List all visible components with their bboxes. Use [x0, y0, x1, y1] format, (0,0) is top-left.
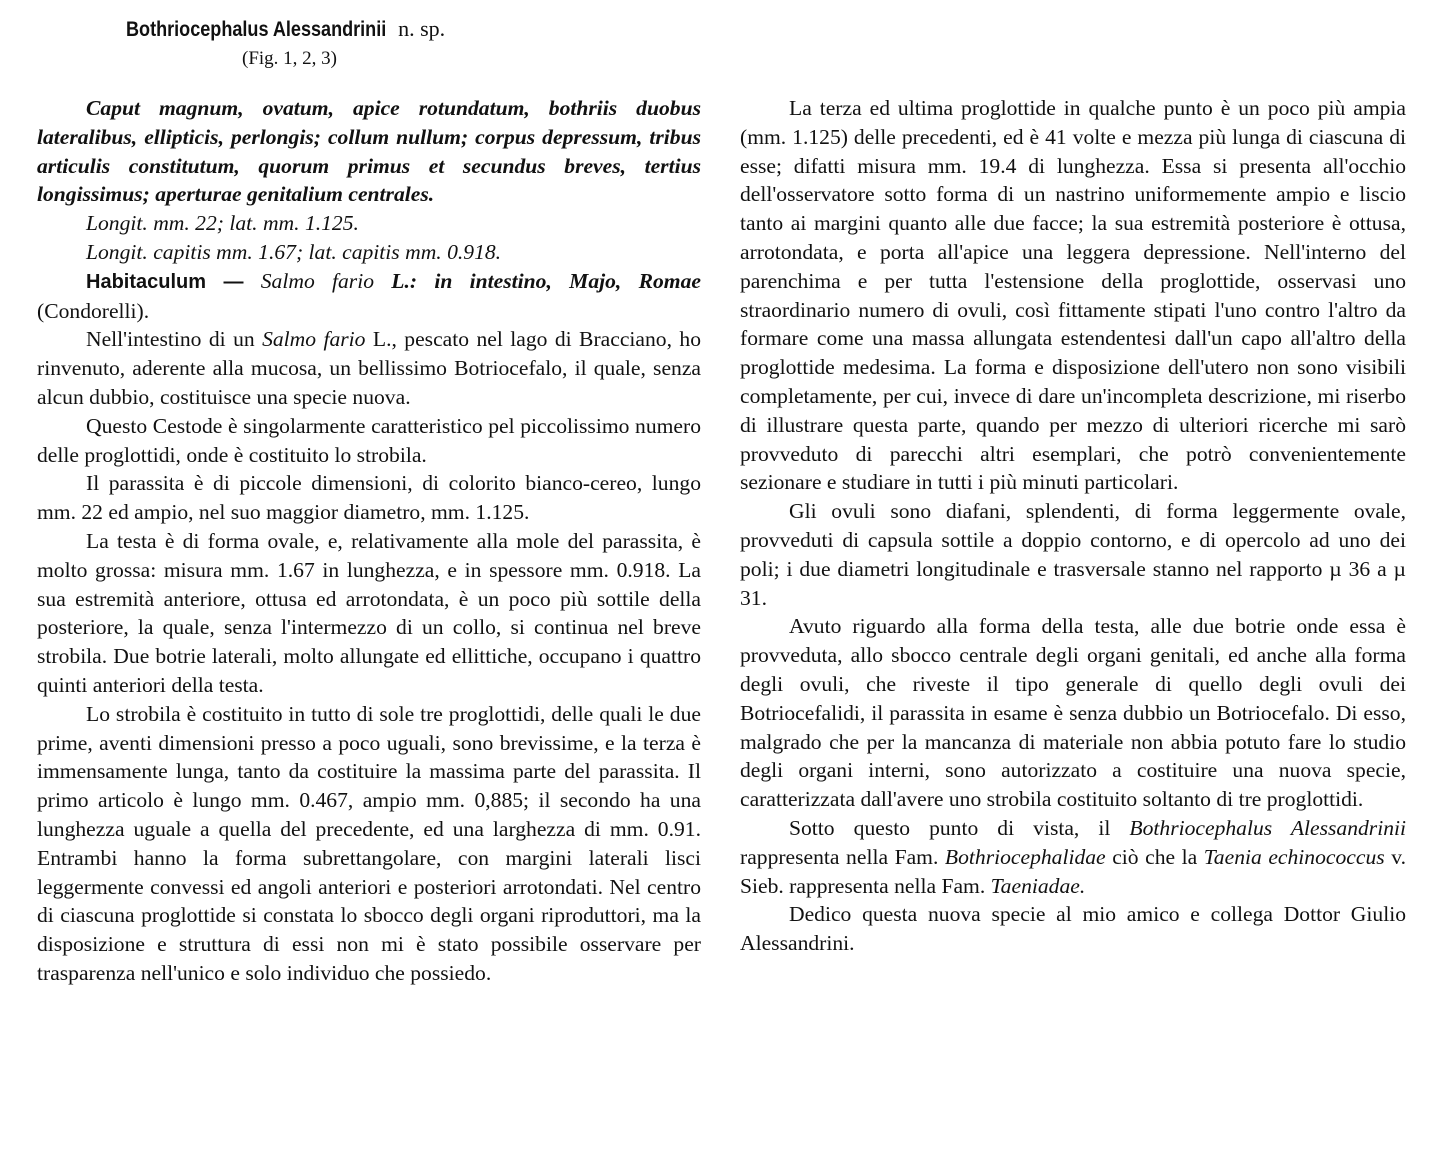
text-span: ciò che la [1105, 844, 1204, 869]
measure-head: Longit. capitis mm. 1.67; lat. capitis mm. 0.918. [86, 239, 502, 264]
species-name-italic: Bothriocephalus Alessandrinii [1129, 815, 1406, 840]
paragraph-viewpoint [740, 814, 1406, 900]
habitat-paragraph [37, 267, 701, 326]
taenia-name: Taenia echinococcus [1203, 844, 1385, 869]
latin-diagnosis: Caput magnum, ovatum, apice rotundatum, bothriis duobus lateralibus, ellipticis, perlongis; collum nullum; corpus depressum, tribus articulis constitutum, quorum primus et secundus breves, tertius longissimus; aperturae genitalium centrales. [37, 96, 701, 207]
family-name: Bothriocephalidae [944, 844, 1106, 869]
habitat-label: Habitaculum — [86, 270, 244, 293]
figure-reference: (Fig. 1, 2, 3) [242, 48, 337, 69]
species-title [126, 16, 445, 42]
text-span: v. Sieb. rappresenta nella Fam. [740, 844, 1406, 898]
habitat-collector: (Condorelli). [37, 298, 150, 323]
text-span: rappresenta nella Fam. [740, 844, 945, 869]
paragraph-dedication: Dedico questa nuova specie al mio amico e collega Dottor Giulio Alessandrini. [740, 902, 1406, 956]
host-name: Salmo fario [262, 327, 366, 352]
paragraph-strobila: Lo strobila è costituito in tutto di sole tre proglottidi, delle quali le due prime, aventi dimensioni presso a poco uguali, sono brevissime, e la terza è immensamente lunga, tanto da costituire la massima parte del parassita. Il primo articolo è lungo mm. 0.467, ampio mm. 0,885; il secondo ha una lunghezza uguale a quella del precedente, ed una larghezza di mm. 0.91. Entrambi hanno la forma subrettangolare, con margini laterali lisci leggermente convessi ed angoli anteriori e posteriori arrotondati. Nel centro di ciascuna proglottide si constata lo sbocco degli organi riproduttori, ma la disposizione e struttura di essi non mi è stato possibile osservare per trasparenza nell'unico e solo individuo che possiedo. [37, 701, 701, 985]
text-span: Sotto questo punto di vista, il [789, 815, 1130, 840]
right-column [740, 94, 1406, 958]
text-span: Nell'intestino di un [86, 327, 263, 352]
paragraph-third-proglottid: La terza ed ultima proglottide in qualche punto è un poco più ampia (mm. 1.125) delle precedenti, ed è 41 volte e mezza più lunga di ciascuna di esse; difatti misura mm. 19.4 di lunghezza. Essa si presenta all'occhio dell'osservatore sotto forma di un nastrino uniformemente ampio e liscio tanto ai margini quanto alle due facce; la sua estremità posteriore è ottusa, arrotondata, e porta all'apice una leggera depressione. Nell'interno del parenchima e per tutta l'estensione della proglottide, osservasi uno straordinario numero di ovuli, così fittamente stipati l'uno contro l'altro da formare come una massa allungata estendentesi dall'un capo all'altro della proglottide medesima. La forma e disposizione dell'utero non sono visibili completamente, per cui, invece di dare un'incompleta descrizione, mi riserbo di illustrare questa parte, quando per mezzo di ulteriori ricerche mi sarò provveduto di parecchi altri esemplari, che potrò convenientemente sezionare e studiare in tutti i più minuti particolari. [740, 96, 1406, 495]
habitat-detail: L.: in intestino, Majo, Romae [374, 268, 701, 293]
family-name: Taeniadae. [990, 873, 1086, 898]
species-suffix: n. sp. [398, 16, 446, 41]
paragraph-size: Il parassita è di piccole dimensioni, di colorito bianco-cereo, lungo mm. 22 ed ampio, nel suo maggior diametro, mm. 1.125. [37, 471, 701, 525]
paragraph-cestode: Questo Cestode è singolarmente caratteristico pel piccolissimo numero delle proglottidi, onde è costituito lo strobila. [37, 413, 701, 467]
paragraph-head: La testa è di forma ovale, e, relativamente alla mole del parassita, è molto grossa: misura mm. 1.67 in lunghezza, e in spessore mm. 0.918. La sua estremità anteriore, ottusa ed arrotondata, è un poco più sottile della posteriore, la quale, senza l'intermezzo di un collo, si continua nel breve strobila. Due botrie laterali, molto allungate ed ellittiche, occupano i quattro quinti anteriori della testa. [37, 528, 701, 697]
paragraph-conclusion: Avuto riguardo alla forma della testa, alle due botrie onde essa è provveduta, allo sbocco centrale degli organi genitali, ed anche alla forma degli ovuli, che riveste il tipo generale di quello degli ovuli dei Botriocefalidi, il parassita in esame è senza dubbio un Botriocefalo. Di esso, malgrado che per la mancanza di materiale non abbia potuto fare lo studio degli organi interni, sono autorizzato a costituire una nuova specie, caratterizzata dall'avere uno strobila costituito soltanto di tre proglottidi. [740, 614, 1406, 812]
measure-body: Longit. mm. 22; lat. mm. 1.125. [86, 211, 359, 236]
paragraph-ova: Gli ovuli sono diafani, splendenti, di forma leggermente ovale, provveduti di capsula sottile a doppio contorno, e di opercolo ad uno dei poli; i due diametri longitudinale e trasversale stanno nel rapporto µ 36 a µ 31. [740, 499, 1406, 610]
left-column [37, 94, 701, 988]
species-name: Bothriocephalus Alessandrinii [126, 18, 387, 41]
habitat-host: Salmo fario [260, 268, 375, 293]
text-span: L., pescato nel lago di Bracciano, ho rinvenuto, aderente alla mucosa, un bellissimo Botriocefalo, il quale, senza alcun dubbio, costituisce una specie nuova. [37, 327, 701, 409]
paragraph-discovery [37, 325, 701, 411]
